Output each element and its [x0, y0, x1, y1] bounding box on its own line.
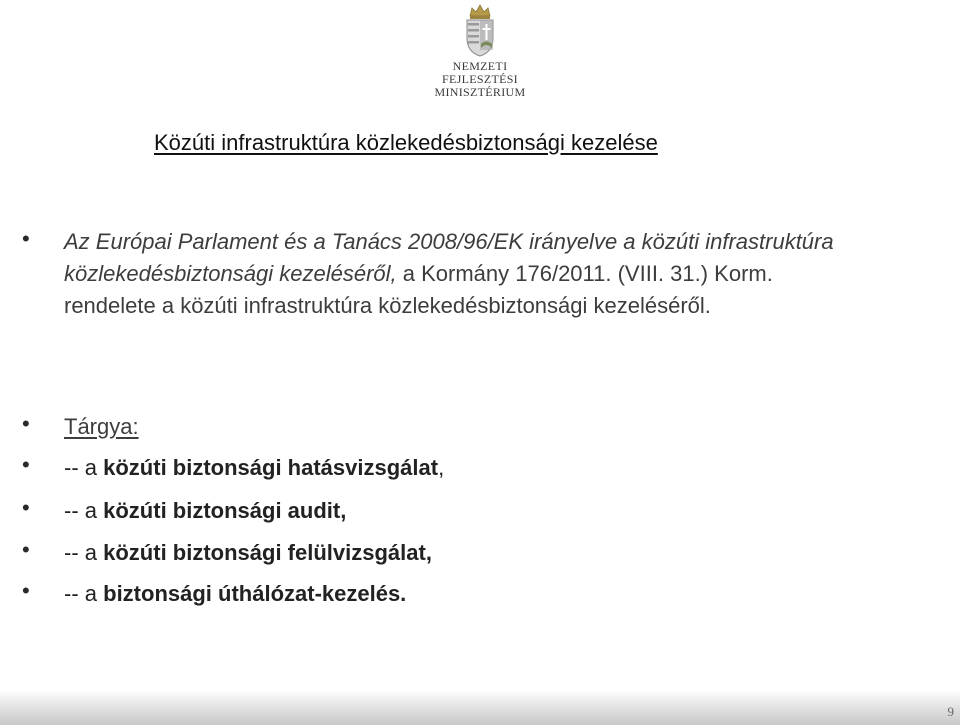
ministry-logo — [418, 2, 542, 99]
list-item-prefix: -- a — [64, 455, 104, 480]
list-item-prefix: -- a — [64, 498, 104, 523]
decree-reference-text: a Kormány 176/2011. (VIII. 31.) Korm. rendelete a közúti infrastruktúra közlekedésbiztonsági kezeléséről. — [64, 261, 773, 318]
directive-paragraph — [64, 226, 844, 322]
list-item — [64, 578, 406, 610]
subject-label — [64, 411, 139, 443]
bullet-marker: • — [22, 452, 30, 477]
page-number: 9 — [947, 704, 954, 719]
logo-text-line1: NEMZETI FEJLESZTÉSI — [442, 59, 518, 86]
bullet-marker: • — [22, 226, 30, 251]
footer-bar — [0, 690, 960, 725]
bullet-marker: • — [22, 578, 30, 603]
list-item — [64, 452, 444, 484]
list-item-suffix: , — [438, 455, 445, 480]
list-item — [64, 537, 432, 569]
slide-title: Közúti infrastruktúra közlekedésbiztonsági kezelése — [154, 130, 658, 155]
directive-reference-text: Az Európai Parlament és a Tanács 2008/96/EK irányelve a közúti infrastruktúra közlekedésbiztonsági kezeléséről, — [64, 229, 834, 286]
bullet-marker: • — [22, 411, 30, 436]
bullet-marker: • — [22, 495, 30, 520]
coat-of-arms-icon — [460, 2, 500, 58]
logo-text-line2: MINISZTÉRIUM — [434, 85, 526, 99]
list-item-bold: közúti biztonsági audit, — [103, 498, 347, 523]
list-item-prefix: -- a — [64, 540, 104, 565]
subject-label-text: Tárgya: — [64, 414, 139, 439]
bullet-marker: • — [22, 537, 30, 562]
list-item-prefix: -- a — [64, 581, 104, 606]
list-item-bold: közúti biztonsági felülvizsgálat, — [103, 540, 432, 565]
list-item-bold: közúti biztonsági hatásvizsgálat — [103, 455, 439, 480]
list-item-bold: biztonsági úthálózat-kezelés. — [103, 581, 407, 606]
list-item — [64, 495, 346, 527]
